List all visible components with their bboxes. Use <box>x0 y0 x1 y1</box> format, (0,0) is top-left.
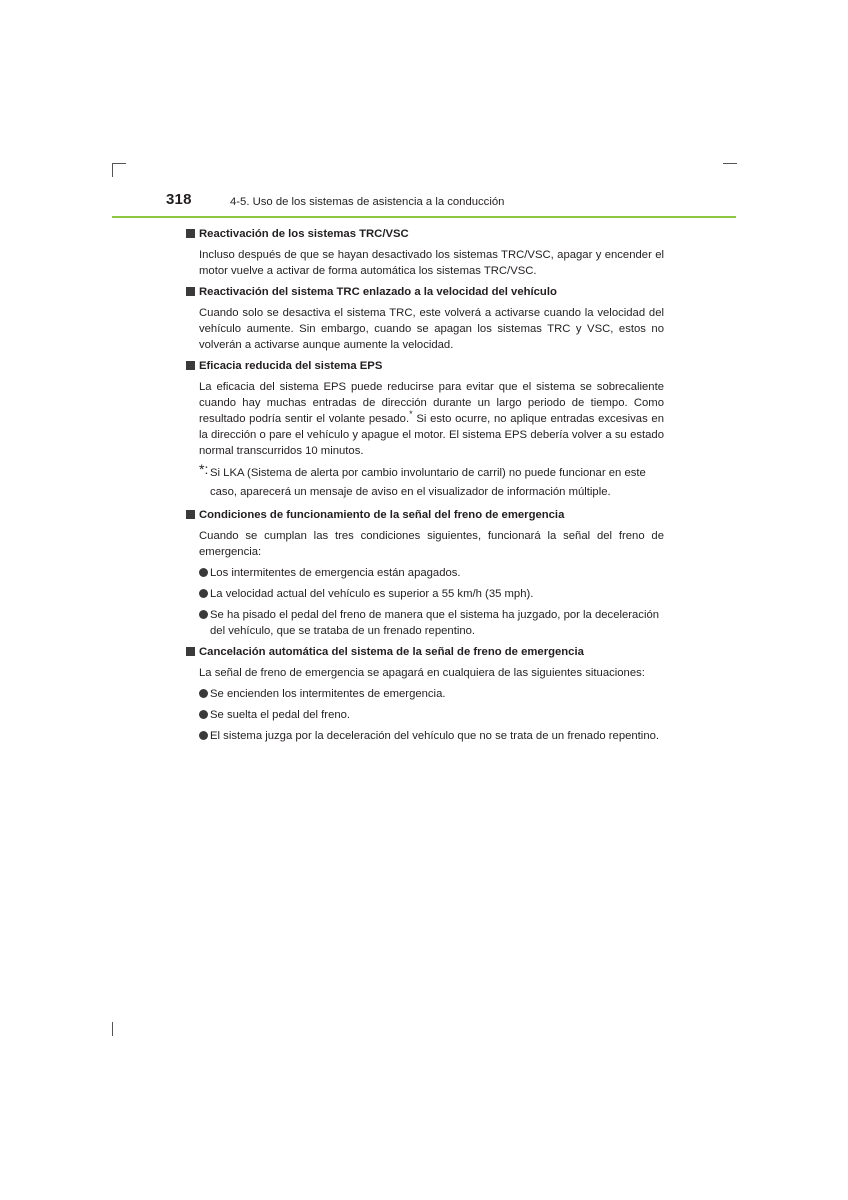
list-item: Se ha pisado el pedal del freno de manera que el sistema ha juzgado, por la deceleración del vehículo, que se trataba de un frenado repentino. <box>199 607 664 639</box>
section-trc-vsc-reactivation <box>186 226 664 279</box>
square-bullet-icon <box>186 361 195 370</box>
footnote-text: Si LKA (Sistema de alerta por cambio involuntario de carril) no puede funcionar en este caso, aparecerá un mensaje de aviso en el visualizador de información múltiple. <box>210 467 646 498</box>
section-trc-speed-linked <box>186 284 664 353</box>
list-item: Los intermitentes de emergencia están apagados. <box>199 565 664 581</box>
section-heading: Condiciones de funcionamiento de la señal del freno de emergencia <box>186 507 664 523</box>
round-bullet-icon <box>199 689 208 698</box>
section-heading: Reactivación del sistema TRC enlazado a la velocidad del vehículo <box>186 284 664 300</box>
square-bullet-icon <box>186 229 195 238</box>
asterisk-reference: * <box>409 409 413 420</box>
section-heading: Reactivación de los sistemas TRC/VSC <box>186 226 664 242</box>
footnote <box>199 461 664 502</box>
crop-mark-bottom-left <box>112 1022 113 1036</box>
section-paragraph: La eficacia del sistema EPS puede reducirse para evitar que el sistema se sobrecaliente cuando hay muchas entradas de dirección durante un largo periodo de tiempo. Como resultado podría sentir el volante pesado.* Si esto ocurre, no aplique entradas excesivas en la dirección o pare el vehículo y apague el motor. El sistema EPS debería volver a su estado normal transcurridos 10 minutos. <box>199 381 664 457</box>
round-bullet-icon <box>199 731 208 740</box>
round-bullet-icon <box>199 568 208 577</box>
section-eps-reduced <box>186 358 664 502</box>
square-bullet-icon <box>186 647 195 656</box>
section-paragraph: Incluso después de que se hayan desactivado los sistemas TRC/VSC, apagar y encender el motor vuelve a activar de forma automática los sistemas TRC/VSC. <box>199 249 664 277</box>
crop-mark-top-left-vertical <box>112 163 113 177</box>
section-paragraph: La señal de freno de emergencia se apagará en cualquiera de las siguientes situaciones: <box>199 667 645 679</box>
section-paragraph: Cuando se cumplan las tres condiciones siguientes, funcionará la señal del freno de emergencia: <box>199 530 664 558</box>
crop-mark-top-left-horizontal <box>112 163 126 164</box>
running-head: 4-5. Uso de los sistemas de asistencia a la conducción <box>230 196 505 208</box>
footnote-mark: *: <box>199 461 209 477</box>
section-emergency-brake-cancellation <box>186 644 664 744</box>
page-body <box>186 226 664 749</box>
section-heading: Cancelación automática del sistema de la señal de freno de emergencia <box>186 644 664 660</box>
list-item: La velocidad actual del vehículo es superior a 55 km/h (35 mph). <box>199 586 664 602</box>
header-rule <box>112 216 736 218</box>
round-bullet-icon <box>199 710 208 719</box>
list-item: Se suelta el pedal del freno. <box>199 707 664 723</box>
list-item: Se encienden los intermitentes de emergencia. <box>199 686 664 702</box>
square-bullet-icon <box>186 510 195 519</box>
section-paragraph: Cuando solo se desactiva el sistema TRC, este volverá a activarse cuando la velocidad del vehículo aumente. Sin embargo, cuando se apagan los sistemas TRC y VSC, estos no volverán a activarse aunque aumente la velocidad. <box>199 307 664 351</box>
round-bullet-icon <box>199 610 208 619</box>
crop-mark-top-right <box>723 163 737 164</box>
section-heading: Eficacia reducida del sistema EPS <box>186 358 664 374</box>
square-bullet-icon <box>186 287 195 296</box>
list-item: El sistema juzga por la deceleración del vehículo que no se trata de un frenado repentino. <box>199 728 664 744</box>
round-bullet-icon <box>199 589 208 598</box>
section-emergency-brake-conditions <box>186 507 664 639</box>
page-number: 318 <box>166 191 192 208</box>
